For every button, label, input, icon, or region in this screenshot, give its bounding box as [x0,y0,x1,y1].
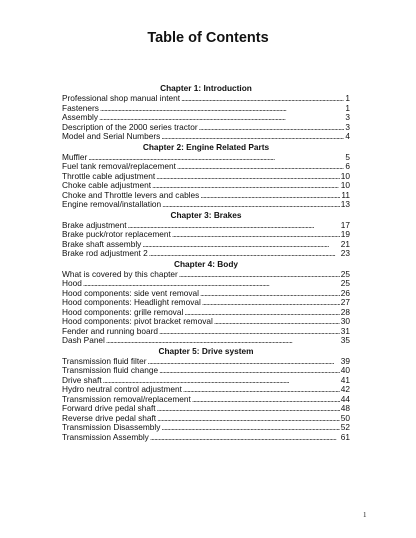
toc-entry-label: Transmission fluid filter [62,355,147,366]
toc-entry-label: Brake adjustment [62,219,127,230]
toc-entry-label: Hood components: side vent removal [62,287,199,298]
toc-entry-page: 21 [340,238,350,249]
dot-leader [157,414,340,424]
toc-entry-page: 1 [345,102,350,113]
toc-entry-label: Reverse drive pedal shaft [62,412,157,423]
toc-entry-label: Fender and running board [62,325,158,336]
dot-leader [159,366,340,376]
toc-entry [62,94,350,104]
page-title: Table of Contents [147,30,269,46]
dot-leader [159,327,340,337]
page-number: 1 [363,511,367,519]
dot-leader [202,298,340,308]
dot-leader [200,191,340,201]
toc-entry-label: Brake puck/rotor replacement [62,229,171,239]
toc-entry-page: 6 [345,161,350,171]
toc-entry-label: Throttle cable adjustment [62,170,156,181]
toc-entry-label: Transmission removal/replacement [62,393,191,404]
toc-entry-page: 13 [340,199,350,209]
toc-entry-page: 42 [340,384,350,394]
dot-leader [156,172,340,182]
toc-entry-label: Model and Serial Numbers [62,131,161,141]
toc-entry [62,270,350,280]
toc-entry-page: 40 [340,365,350,375]
dot-leader [162,200,340,210]
dot-leader [192,395,340,405]
toc-entry-label: Hydro neutral control adjustment [62,384,182,394]
toc-entry [62,200,350,210]
toc-entry-label: Hood components: pivot bracket removal [62,316,213,326]
toc-entry [62,366,350,376]
toc-entry-page: 52 [340,422,350,432]
toc-entry [62,433,350,443]
toc-entry-label: Hood components: grille removal [62,306,184,317]
toc-entry-label: Choke cable adjustment [62,180,152,190]
toc-entry-page: 10 [340,170,350,181]
dot-leader [177,162,344,172]
chapter-heading: Chapter 2: Engine Related Parts [142,141,270,152]
toc-entry-page: 5 [345,151,350,162]
toc-entry-page: 41 [340,374,350,385]
dot-leader [106,336,340,346]
dot-leader [150,433,340,443]
toc-entry-label: What is covered by this chapter [62,268,178,279]
toc-entry-label: Forward drive pedal shaft [62,403,156,413]
dot-leader [181,94,344,104]
toc-entry-page: 17 [340,219,350,230]
dot-leader [214,317,340,327]
dot-leader [183,385,340,395]
toc-entry [62,132,350,142]
toc-entry-page: 44 [340,393,350,404]
toc-entry-label: Professional shop manual intent [62,93,181,103]
toc-entry-page: 30 [340,316,350,326]
toc-entry-label: Transmission fluid change [62,365,159,375]
toc-entry-label: Brake rod adjustment 2 [62,248,148,258]
toc-entry-page: 50 [340,412,350,423]
dot-leader [149,249,340,259]
dot-leader [199,123,345,133]
toc-entry-page: 61 [340,431,350,442]
toc-entry-page: 31 [340,325,350,336]
toc-entry-page: 35 [340,335,350,345]
toc-entry-label: Fasteners [62,102,99,113]
chapter-heading: Chapter 5: Drive system [158,345,254,356]
toc-entry-page: 3 [345,121,350,132]
toc-entry-page: 26 [340,287,350,298]
toc-entry-label: Brake shaft assembly [62,238,142,249]
toc-entry-page: 28 [340,306,350,317]
dot-leader [200,289,340,299]
toc-entry-label: Transmission Assembly [62,431,149,442]
toc-entry-label: Dash Panel [62,335,105,345]
chapter-heading: Chapter 1: Introduction [160,83,252,93]
toc-entry-label: Engine removal/installation [62,199,162,209]
toc-entry-page: 23 [340,248,350,258]
toc-entry [62,327,350,337]
toc-entry-label: Fuel tank removal/replacement [62,161,176,171]
toc-entry-page: 27 [340,297,350,307]
dot-leader [161,132,344,142]
dot-leader [179,270,340,280]
toc-entry-page: 3 [345,112,350,122]
toc-entry [62,104,350,114]
toc-entry-label: Hood [62,278,82,288]
dot-leader [161,423,339,433]
toc-entry-page: 39 [340,355,350,366]
dot-leader [172,230,340,240]
toc-entry [62,249,350,259]
dot-leader [142,240,339,250]
toc-entry-label: Assembly [62,112,98,122]
chapter-heading: Chapter 4: Body [173,258,239,269]
toc-entry-page: 1 [345,93,350,103]
toc-entry-page: 25 [340,278,350,288]
dot-leader [148,357,340,367]
toc-entry-label: Description of the 2000 series tractor [62,121,198,132]
toc-entry-label: Choke and Throttle levers and cables [62,189,200,200]
dot-leader [157,404,340,414]
chapter-heading: Chapter 3: Brakes [170,209,242,220]
toc-entry-label: Hood components: Headlight removal [62,297,201,307]
toc-entry-page: 10 [340,180,350,190]
toc-entry-page: 19 [340,229,350,239]
toc-entry-page: 48 [340,403,350,413]
toc-entry-page: 25 [340,268,350,279]
dot-leader [100,104,344,114]
toc-entry-label: Drive shaft [62,374,102,385]
table-of-contents [62,83,350,442]
toc-entry [62,336,350,346]
toc-entry-page: 4 [345,131,350,141]
toc-entry-label: Muffler [62,151,88,162]
toc-entry-page: 11 [341,189,350,200]
toc-entry-label: Transmission Disassembly [62,422,161,432]
